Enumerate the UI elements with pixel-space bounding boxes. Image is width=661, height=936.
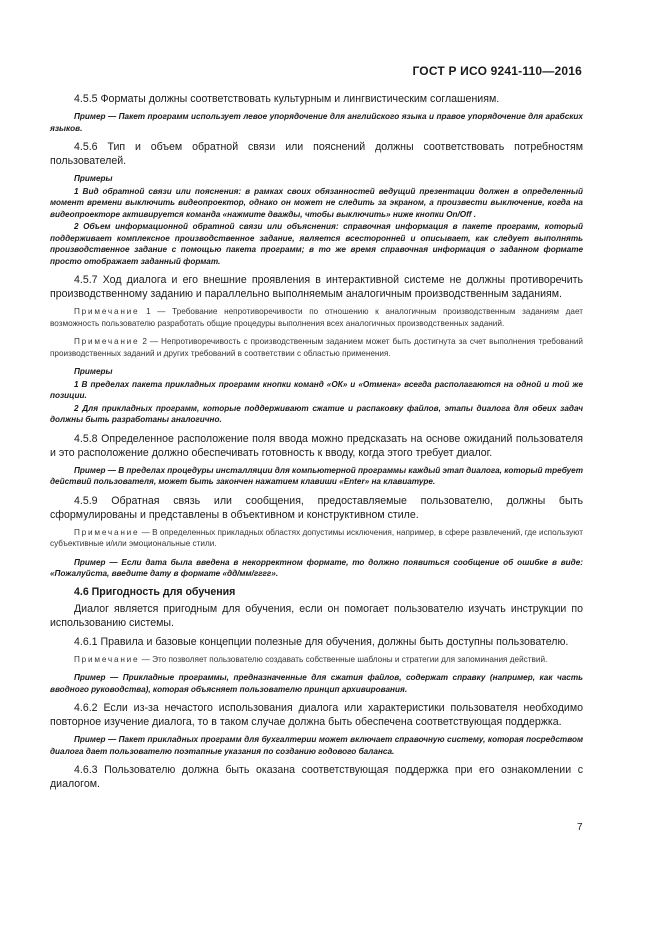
standard-header: ГОСТ Р ИСО 9241-110—2016 — [412, 64, 582, 78]
paragraph: 4.5.7 Ход диалога и его внешние проявления в интерактивной системе не должны противоречить производственному заданию и параллельно выполняемым аналогичным производственным заданиям. — [50, 274, 583, 300]
paragraph: 4.5.5 Форматы должны соответствовать культурным и лингвистическим соглашениям. — [74, 93, 500, 105]
paragraph: Диалог является пригодным для обучения, если он помогает пользователю изучать инструкции по использованию системы. — [50, 602, 583, 629]
example-text: 1 Вид обратной связи или пояснения: в рамках своих обязанностей ведущий презентации должен в определенный момент времени выключить видеопроектор, однако он может не следить за экраном, а произвести выключение, когда на видеопроекторе активируется команда «нажмите дважды, чтобы выключить» ниже кнопки On/Off . — [50, 186, 583, 219]
page-number: 7 — [577, 822, 583, 833]
section-heading: 4.6 Пригодность для обучения — [74, 585, 236, 598]
page-content — [50, 92, 583, 796]
example-text: Пример — Пакет программ использует левое упорядочение для английского языка и правое упорядочение для арабских языков. — [50, 112, 583, 133]
note — [50, 654, 583, 666]
example-text: 2 Объем информационной обратной связи или объяснения: справочная информация в пакете программ, который поддерживает комплексное производственное задание, является всесторонней и описывает, как следует выполнять производственное задание с помощью пакета программ; в то же время справочная информация о заданном формате просто отображает заданный формат. — [50, 222, 583, 266]
paragraph: 4.5.6 Тип и объем обратной связи или пояснений должны соответствовать потребностям пользователей. — [50, 141, 583, 167]
note-text: — В определенных прикладных областях допустимы исключения, например, в сфере развлечений, где используют субъективные и/или эмоциональные стили. — [50, 527, 583, 548]
note-label: Примечание — [74, 307, 140, 316]
note — [50, 527, 583, 550]
note — [50, 306, 583, 329]
paragraph: 4.5.8 Определенное расположение поля ввода можно предсказать на основе ожиданий пользователя и это расположение должно обеспечивать готовность к вводу, когда этого требует диалог. — [50, 432, 583, 459]
paragraph: 4.6.2 Если из-за нечастого использования диалога или характеристики пользователя необходимо повторное изучение диалога, то в таком случае должна быть обеспечена соответствующая поддержка. — [50, 702, 583, 728]
note-text: 2 — Непротиворечивость с производственным заданием может быть достигнута за счет выполнения требований производственных заданий и других требований в соответствии с областью применения. — [50, 337, 583, 358]
example-text: Пример — Если дата была введена в некорректном формате, то должно появиться сообщение об ошибке в виде: «Пожалуйста, введите дату в формате «дд/мм/гггг». — [50, 557, 583, 578]
paragraph: 4.6.3 Пользователю должна быть оказана соответствующая поддержка при его ознакомлении с диалогом. — [50, 764, 583, 790]
note-label: Примечание — [74, 527, 140, 537]
note-label: Примечание — [74, 654, 140, 664]
example-text: 1 В пределах пакета прикладных программ кнопки команд «ОК» и «Отмена» всегда располагаются на одной и той же позиции. — [50, 379, 583, 400]
note — [50, 336, 583, 359]
example-text: Пример — Пакет прикладных программ для бухгалтерии может включает справочную систему, которая посредством диалога дает пользователю поэтапные указания по созданию годового баланса. — [50, 735, 583, 756]
paragraph: 4.6.1 Правила и базовые концепции полезные для обучения, должны быть доступны пользователю. — [74, 635, 569, 648]
example-text: Примеры — [74, 174, 113, 183]
example-text: 2 Для прикладных программ, которые поддерживают сжатие и распаковку файлов, этапы диалога для обеих задач должны быть разработаны аналогично. — [50, 403, 583, 424]
note-text: 1 — Требование непротиворечивости по отношению к аналогичным производственным заданиям дает возможность пользователю разработать общие процедуры выполнения всех аналогичных производственных заданий. — [50, 307, 583, 328]
paragraph: 4.5.9 Обратная связь или сообщения, предоставляемые пользователю, должны быть сформулированы и представлены в объективном и конструктивном стиле. — [50, 494, 583, 521]
note-text: — Это позволяет пользователю создавать собственные шаблоны и стратегии для запоминания действий. — [139, 654, 548, 664]
example-text: Пример — Прикладные программы, предназначенные для сжатия файлов, содержат справку (например, как часть вводного руководства), которая объясняет пользователю принцип архивирования. — [50, 673, 583, 694]
example-text: Примеры — [74, 367, 113, 376]
note-label: Примечание — [74, 337, 140, 346]
example-text: Пример — В пределах процедуры инсталляции для компьютерной программы каждый этап диалога, который требует действий пользователя, может быть закончен нажатием клавиши «Enter» на клавиатуре. — [50, 465, 583, 486]
